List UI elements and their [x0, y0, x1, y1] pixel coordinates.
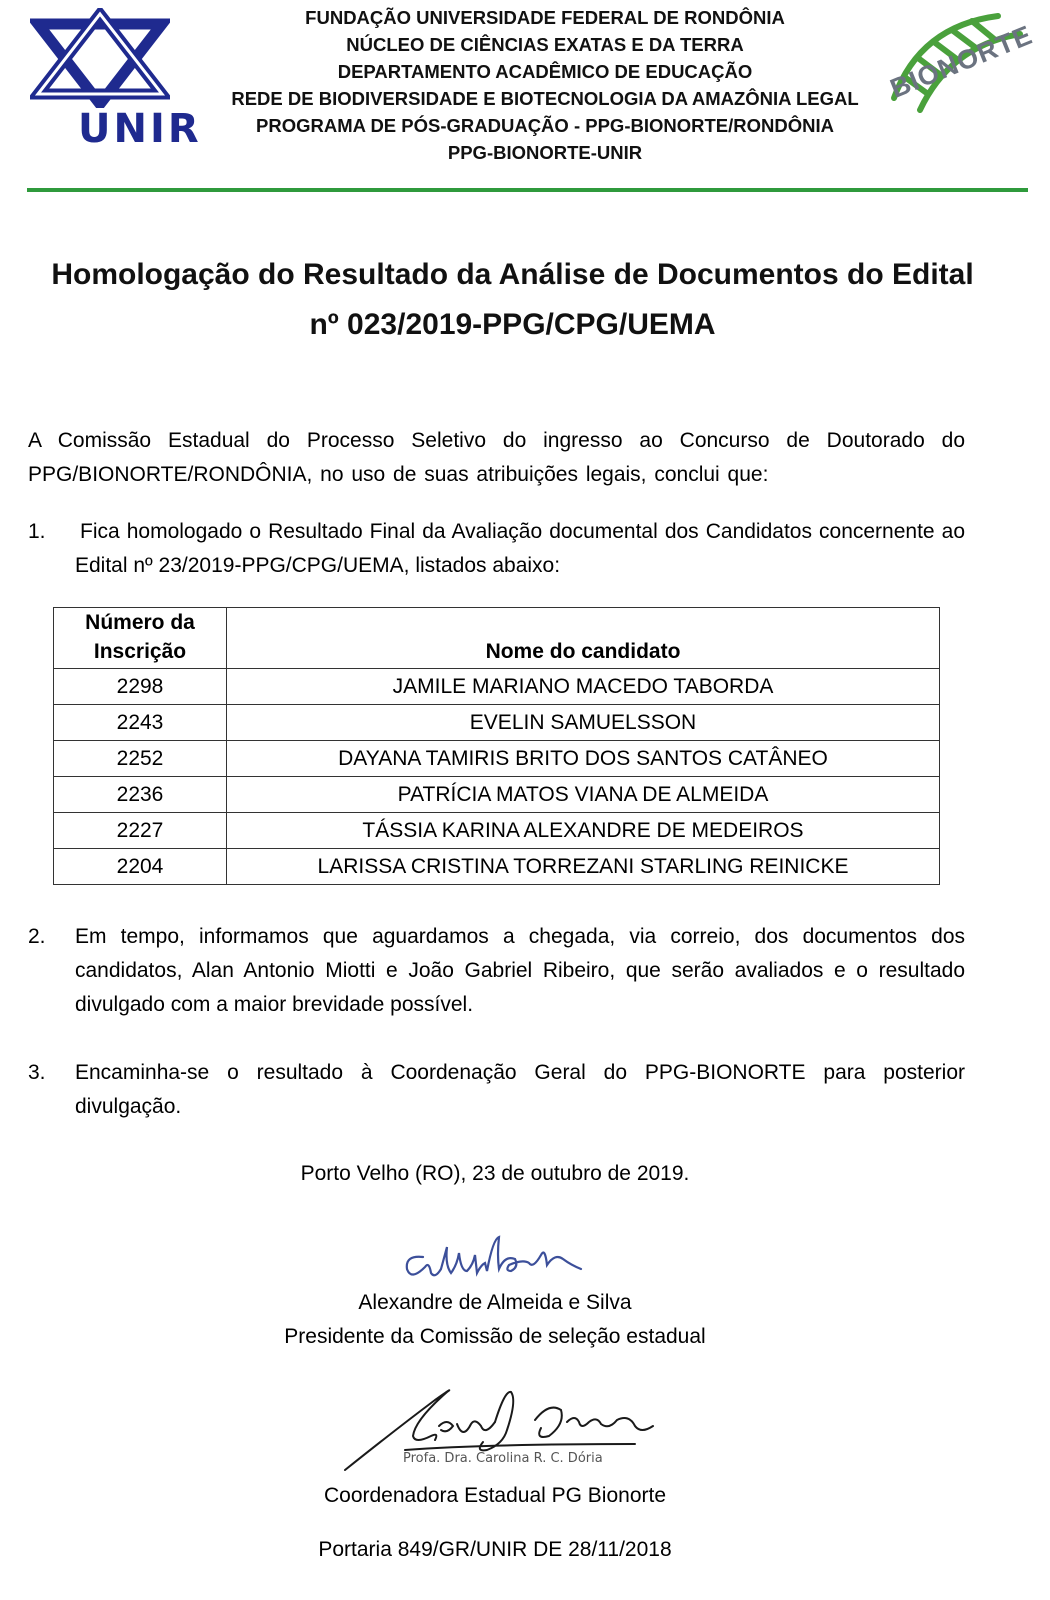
table-row [54, 669, 940, 705]
candidates-table [53, 607, 940, 885]
cell-numero: 2298 [54, 669, 227, 705]
table-row [54, 813, 940, 849]
table-row [54, 741, 940, 777]
column-header-nome: Nome do candidato [227, 608, 940, 669]
cell-nome: LARISSA CRISTINA TORREZANI STARLING REINICKE [227, 849, 940, 885]
list-item-number: 3. [28, 1061, 46, 1084]
bionorte-logo-text: BIONORTE [886, 19, 1037, 104]
header-line: PPG-BIONORTE-UNIR [447, 142, 643, 163]
unir-logo-text: UNIR [78, 106, 202, 152]
cell-numero: 2243 [54, 705, 227, 741]
cell-numero: 2236 [54, 777, 227, 813]
cell-nome: DAYANA TAMIRIS BRITO DOS SANTOS CATÂNEO [227, 741, 940, 777]
cell-nome: JAMILE MARIANO MACEDO TABORDA [227, 669, 940, 705]
table-row [54, 705, 940, 741]
signatory-2-role: Coordenadora Estadual PG Bionorte [323, 1484, 667, 1507]
signatory-2-stamp: Profa. Dra. Carolina R. C. Dória [403, 1451, 603, 1466]
table-row [54, 777, 940, 813]
title-line-2: nº 023/2019-PPG/CPG/UEMA [309, 308, 716, 341]
signatory-1-name: Alexandre de Almeida e Silva [358, 1291, 632, 1314]
table-header-row [54, 608, 940, 669]
list-item-2 [28, 920, 965, 1024]
list-item-text: Em tempo, informamos que aguardamos a chegada, via correio, dos documentos dos candidatos, Alan Antonio Miotti e João Gabriel Ribeiro, que serão avaliados e o resultado divulgado com a maior brevidade possível. [75, 925, 965, 1016]
list-item-1 [28, 515, 965, 585]
cell-nome: PATRÍCIA MATOS VIANA DE ALMEIDA [227, 777, 940, 813]
header-text: Número da [85, 611, 195, 634]
table-row [54, 849, 940, 885]
column-header-numero [54, 608, 227, 669]
document-title [20, 250, 1005, 350]
header-line: NÚCLEO DE CIÊNCIAS EXATAS E DA TERRA [346, 34, 744, 55]
header-text: Inscrição [93, 640, 187, 663]
cell-numero: 2204 [54, 849, 227, 885]
cell-numero: 2227 [54, 813, 227, 849]
bionorte-logo [880, 6, 1037, 154]
cell-numero: 2252 [54, 741, 227, 777]
header-line: PROGRAMA DE PÓS-GRADUAÇÃO - PPG-BIONORTE/RONDÔNIA [256, 115, 834, 136]
list-item-3 [28, 1056, 965, 1126]
document-date: Porto Velho (RO), 23 de outubro de 2019. [300, 1162, 690, 1185]
list-item-text: Fica homologado o Resultado Final da Avaliação documental dos Candidatos concernente ao Edital nº 23/2019-PPG/CPG/UEMA, listados abaixo: [75, 520, 965, 577]
list-item-text: Encaminha-se o resultado à Coordenação Geral do PPG-BIONORTE para posterior divulgação. [75, 1061, 965, 1118]
portaria-reference: Portaria 849/GR/UNIR DE 28/11/2018 [318, 1538, 672, 1561]
title-line-1: Homologação do Resultado da Análise de Documentos do Edital [51, 258, 974, 291]
header-line: DEPARTAMENTO ACADÊMICO DE EDUCAÇÃO [337, 61, 753, 82]
unir-logo [30, 8, 210, 150]
signatory-1-role: Presidente da Comissão de seleção estadual [284, 1325, 706, 1348]
header-line: FUNDAÇÃO UNIVERSIDADE FEDERAL DE RONDÔNIA [305, 7, 785, 28]
cell-nome: EVELIN SAMUELSSON [227, 705, 940, 741]
signature-1-icon [395, 1225, 595, 1285]
header-divider [27, 188, 1028, 192]
list-item-number: 1. [28, 520, 46, 543]
unir-star-icon [30, 8, 170, 108]
list-item-number: 2. [28, 925, 46, 948]
header-line: REDE DE BIODIVERSIDADE E BIOTECNOLOGIA DA AMAZÔNIA LEGAL [231, 88, 859, 109]
institution-header [210, 4, 880, 166]
cell-nome: TÁSSIA KARINA ALEXANDRE DE MEDEIROS [227, 813, 940, 849]
intro-paragraph: A Comissão Estadual do Processo Seletivo do ingresso ao Concurso de Doutorado do PPG/BIONORTE/RONDÔNIA, no uso de suas atribuições legais, conclui que: [28, 429, 965, 486]
